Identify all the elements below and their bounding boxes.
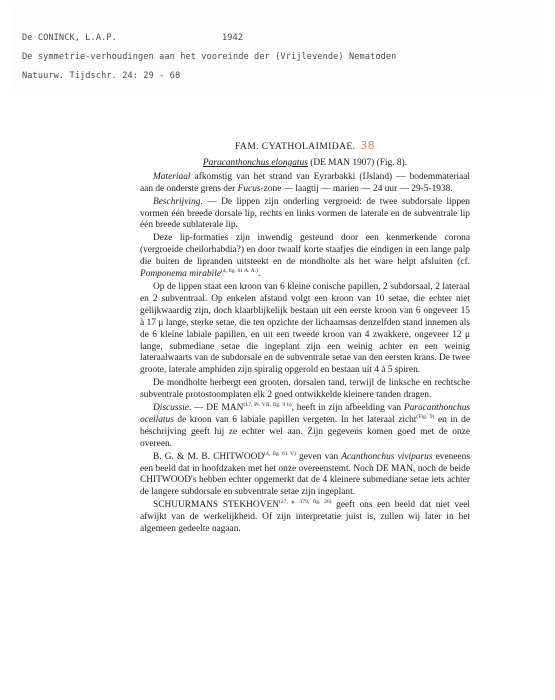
catalog-card-header [10, 6, 545, 94]
micron-symbol: μ [464, 329, 470, 340]
family-heading [140, 140, 470, 153]
paragraph-stekhoven [140, 500, 470, 536]
discussie-text-d: en in de beschrijving geeft hij ze echter wel aan. Zijn gegevens komen goed met de onze overeen. [140, 414, 471, 449]
materiaal-label: Materiaal [153, 171, 191, 182]
card-year: 1942 [222, 33, 244, 43]
card-title: De symmetrie-verhoudingen aan het vooreinde der (Vrijlevende) Nematoden [22, 52, 397, 62]
page-number: 38 [360, 139, 376, 152]
paragraph-chitwood [140, 452, 470, 500]
paragraph-discussie [140, 403, 470, 451]
papillen-text-c: lange, submediane setae die ingeplant zijn een weinig achter en een weinig lateraalwaarts van de subdorsale en de subventrale setae van den eersten krans. De twee groote, laterale amphiden zijn spiralig opgerold en bestaan uit 4 à 5 spiren. [140, 341, 470, 376]
species-name: Paracanthonchus elongatus [202, 157, 308, 168]
stekhoven-text: geeft ons een beeld dat niet veel afwijkt van de werkelijkheid. Of zijn interpretatie juist is, zullen wij later in het algemeen gedeelte nagaan. [140, 500, 470, 535]
card-author: De CONINCK, L.A.P. [22, 33, 117, 43]
micron-symbol: μ [158, 317, 164, 328]
reference-superscript: (17, Pl. VII, fig. 9 b) [243, 401, 292, 408]
reference-superscript: (4, fig. 61 A. A.) [220, 267, 258, 274]
materiaal-text-a: afkomstig van het strand van Eyrarbakki (IJsland) — bodemmateriaal aan de onderste grens der [140, 171, 470, 194]
lip-text-a: Deze lip-formaties zijn inwendig gesteund door een kenmerkende corona (vergroeide cheilorhabdia?) en door twaalf korte staafjes die eindigen in een lange palp die buiten de lipranden uitsteekt en de mondholte als het ware helpt afsluiten (cf. [140, 233, 470, 268]
author-name: DE MAN [206, 403, 244, 414]
author-name: B. G. & M. B. CHITWOOD [153, 451, 265, 462]
reference-superscript: (Fig. 9) [416, 413, 435, 420]
family-name: FAM. CYATHOLAIMIDAE. [234, 141, 356, 152]
pomponema-term: Pomponema mirabile [140, 269, 221, 280]
beschrijving-text: . — De lippen zijn onderling vergroeid: de twee subdorsale lippen vormen één breede dorsale lip, rechts en links vormen de laterale en de subventrale lip één breede sublaterale lip. [140, 196, 470, 231]
paragraph-mondholte [140, 378, 470, 402]
paragraph-beschrijving [140, 197, 470, 233]
papillen-text-a: Op de lippen staat een kroon van 6 kleine conische papillen, 2 subdorsaal, 2 lateraal en 2 subventraal. Op enkelen afstand volgt een kroon van 10 setae, die echter niet gelijkwaardig zijn, doch klaarblijkelijk bestaan uit een eerste kroon van 6 ongeveer 15 à 17 [140, 281, 470, 328]
chitwood-text-a: geven van [295, 451, 342, 462]
paragraph-materiaal [140, 172, 470, 196]
discussie-text-a: . — [188, 403, 207, 414]
species-term: Paracanthonchus ocellatus [140, 403, 471, 425]
discussie-text-b: , heeft in zijn afbeelding van [291, 403, 404, 414]
chitwood-text-b: eveneens een beeld dat in hoofdzaken met het onze overeenstemt. Noch DE MAN, noch de beide CHITWOOD's hebben echter opgemerkt dat de 4 kleinere submediane setae iets achter de langere subdorsale en subventrale setae zijn ingeplant. [140, 451, 470, 498]
paragraph-lip-formaties [140, 233, 470, 281]
species-term: Acanthonchus viviparus [341, 451, 433, 462]
discussie-label: Discussie [153, 403, 189, 414]
species-authority: (DE MAN 1907) (Fig. 8). [310, 157, 408, 168]
reference-superscript: (4, fig. 61 V) [264, 450, 296, 457]
card-journal: Natuurw. Tijdschr. 24: 29 - 68 [22, 71, 181, 81]
scanned-page [140, 140, 470, 670]
beschrijving-label: Beschrijving [153, 196, 201, 207]
lip-text-b: . [257, 269, 261, 280]
reference-superscript: (27, p. 379, fig. 26) [278, 499, 332, 506]
discussie-text-c: de kroon van 6 labiale papillen vergeten. In het lateraal zicht [173, 414, 417, 425]
mondholte-text: De mondholte herbergt een grooten, dorsalen tand, terwijl de linksche en rechtsche subventrale protostoomplaten elk 2 goed ontwikkelde kleinere tanden dragen. [140, 378, 470, 401]
papillen-text-b: lange, sterke setae, die ten opzichte der lichaamsas denzelfden stand innemen als de 6 kleine labiale papillen, en uit een tweede kroon van 4 zwakkere, ongeveer 12 [140, 317, 470, 340]
author-name: SCHUURMANS STEKHOVEN [153, 500, 279, 511]
paragraph-papillen [140, 282, 470, 377]
species-heading [140, 158, 470, 170]
fucus-term: Fucus [237, 183, 261, 194]
materiaal-text-b: -zone — laagtij — marien — 24 uur — 29-5-1938. [260, 183, 453, 194]
